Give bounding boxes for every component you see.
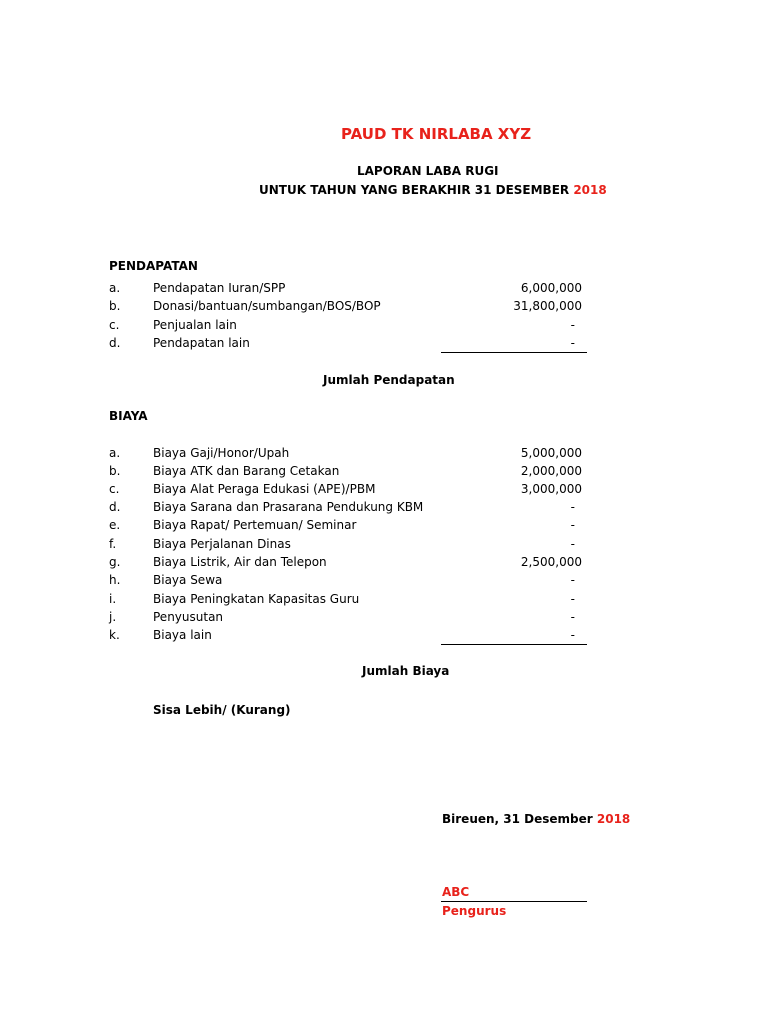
row-letter: k.: [109, 628, 120, 642]
row-label: Biaya Sewa: [153, 573, 223, 587]
signatory-role: Pengurus: [442, 904, 507, 918]
row-amount: -: [570, 537, 575, 551]
row-amount: -: [570, 318, 575, 332]
row-label: Biaya Rapat/ Pertemuan/ Seminar: [153, 518, 357, 532]
row-letter: a.: [109, 446, 121, 460]
row-label: Biaya Gaji/Honor/Upah: [153, 446, 290, 460]
row-letter: i.: [109, 592, 117, 606]
row-amount: -: [570, 518, 575, 532]
row-amount: 5,000,000: [520, 446, 582, 460]
row-label: Pendapatan Iuran/SPP: [153, 281, 286, 295]
organization-name: PAUD TK NIRLABA XYZ: [341, 125, 532, 143]
row-letter: c.: [109, 318, 120, 332]
row-label: Donasi/bantuan/sumbangan/BOS/BOP: [153, 299, 381, 313]
row-label: Biaya Alat Peraga Edukasi (APE)/PBM: [153, 482, 376, 496]
signature-place-date: [442, 811, 631, 827]
subtotal-rule: [441, 644, 587, 645]
row-amount: 6,000,000: [520, 281, 582, 295]
row-letter: h.: [109, 573, 121, 587]
row-letter: f.: [109, 537, 117, 551]
row-amount: -: [570, 610, 575, 624]
signature-year: 2018: [596, 812, 631, 826]
report-period: [259, 182, 607, 198]
row-amount: -: [570, 628, 575, 642]
biaya-total-label: Jumlah Biaya: [362, 664, 450, 678]
row-amount: -: [570, 573, 575, 587]
row-amount: 2,500,000: [520, 555, 582, 569]
row-label: Penjualan lain: [153, 318, 237, 332]
period-prefix: UNTUK TAHUN YANG BERAKHIR 31 DESEMBER: [259, 183, 570, 197]
pendapatan-heading: PENDAPATAN: [109, 259, 198, 273]
signature-line: [441, 901, 587, 902]
row-amount: -: [570, 592, 575, 606]
row-label: Biaya Perjalanan Dinas: [153, 537, 291, 551]
row-letter: j.: [109, 610, 117, 624]
row-letter: c.: [109, 482, 120, 496]
row-label: Biaya lain: [153, 628, 212, 642]
row-label: Pendapatan lain: [153, 336, 250, 350]
subtotal-rule: [441, 352, 587, 353]
row-letter: d.: [109, 500, 121, 514]
pendapatan-total-label: Jumlah Pendapatan: [323, 373, 455, 387]
period-year: 2018: [573, 183, 607, 197]
row-amount: -: [570, 336, 575, 350]
row-amount: 31,800,000: [513, 299, 582, 313]
row-label: Penyusutan: [153, 610, 224, 624]
report-title: LAPORAN LABA RUGI: [357, 164, 499, 178]
row-label: Biaya ATK dan Barang Cetakan: [153, 464, 340, 478]
row-letter: d.: [109, 336, 121, 350]
row-letter: b.: [109, 464, 121, 478]
row-label: Biaya Sarana dan Prasarana Pendukung KBM: [153, 500, 424, 514]
row-amount: 3,000,000: [520, 482, 582, 496]
row-letter: g.: [109, 555, 121, 569]
signatory-name: ABC: [442, 885, 470, 899]
row-amount: 2,000,000: [520, 464, 582, 478]
row-letter: b.: [109, 299, 121, 313]
row-label: Biaya Peningkatan Kapasitas Guru: [153, 592, 360, 606]
row-letter: a.: [109, 281, 121, 295]
row-letter: e.: [109, 518, 121, 532]
row-amount: -: [570, 500, 575, 514]
biaya-heading: BIAYA: [109, 409, 148, 423]
place-date-text: Bireuen, 31 Desember: [442, 812, 593, 826]
surplus-label: Sisa Lebih/ (Kurang): [153, 703, 291, 717]
row-label: Biaya Listrik, Air dan Telepon: [153, 555, 327, 569]
